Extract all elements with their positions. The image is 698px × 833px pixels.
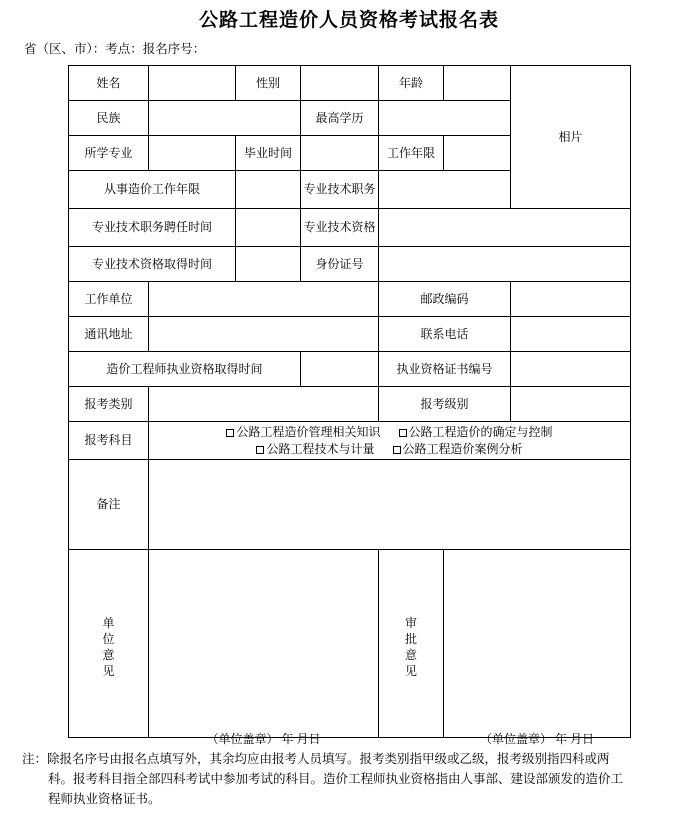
label-remarks: 备注 <box>69 460 149 550</box>
label-qualification-obtained-time: 专业技术资格取得时间 <box>69 247 236 282</box>
vchar: 审 <box>404 615 417 630</box>
table-row-engineer-qualification <box>69 352 631 387</box>
label-work-unit: 工作单位 <box>69 282 149 317</box>
table-row-exam-category <box>69 387 631 422</box>
exam-subjects-checkbox-group <box>151 424 628 458</box>
checkbox-item-subject-4[interactable] <box>393 441 523 458</box>
label-post-appointment-time: 专业技术职务聘任时间 <box>69 209 236 247</box>
field-professional-post[interactable] <box>379 171 511 209</box>
checkbox-label-subject-2: 公路工程造价的确定与控制 <box>408 424 553 439</box>
field-engineer-qual-time[interactable] <box>301 352 379 387</box>
label-contact-phone: 联系电话 <box>379 317 511 352</box>
field-major[interactable] <box>149 136 236 171</box>
approval-seal-text: （单位盖章） 年 月日 <box>479 731 594 746</box>
label-exam-subjects: 报考科目 <box>69 422 149 460</box>
field-ethnicity[interactable] <box>149 101 301 136</box>
checkbox-icon[interactable] <box>393 446 401 454</box>
field-graduation-time[interactable] <box>301 136 379 171</box>
field-work-years[interactable] <box>444 136 511 171</box>
checkbox-label-subject-3: 公路工程技术与计量 <box>266 441 375 456</box>
label-name: 姓名 <box>69 66 149 101</box>
vchar: 见 <box>404 663 417 678</box>
field-cost-work-years[interactable] <box>236 171 301 209</box>
field-exam-level[interactable] <box>511 387 631 422</box>
field-age[interactable] <box>444 66 511 101</box>
field-approval-opinion[interactable] <box>444 550 631 746</box>
field-gender[interactable] <box>301 66 379 101</box>
exam-subjects-row-1 <box>151 424 628 441</box>
field-remarks[interactable] <box>149 460 631 550</box>
table-row-qualification-time <box>69 247 631 282</box>
checkbox-icon[interactable] <box>256 446 264 454</box>
checkbox-item-subject-1[interactable] <box>226 424 380 441</box>
label-age: 年龄 <box>379 66 444 101</box>
label-graduation-time: 毕业时间 <box>236 136 301 171</box>
field-mailing-address[interactable] <box>149 317 379 352</box>
registration-form-table <box>68 65 631 746</box>
field-id-number[interactable] <box>379 247 631 282</box>
label-professional-post: 专业技术职务 <box>301 171 379 209</box>
checkbox-label-subject-4: 公路工程造价案例分析 <box>402 441 523 456</box>
registration-form-container <box>0 58 698 746</box>
label-professional-qualification: 专业技术资格 <box>301 209 379 247</box>
footnote <box>0 738 698 809</box>
checkbox-icon[interactable] <box>399 429 407 437</box>
vchar: 意 <box>404 647 417 662</box>
field-post-appointment-time[interactable] <box>236 209 301 247</box>
field-postal-code[interactable] <box>511 282 631 317</box>
label-cost-work-years: 从事造价工作年限 <box>69 171 236 209</box>
field-practice-cert-number[interactable] <box>511 352 631 387</box>
unit-seal-text: （单位盖章） 年 月日 <box>206 731 321 746</box>
field-exam-category[interactable] <box>149 387 379 422</box>
checkbox-item-subject-3[interactable] <box>256 441 374 458</box>
field-contact-phone[interactable] <box>511 317 631 352</box>
checkbox-item-subject-2[interactable] <box>399 424 553 441</box>
field-professional-qualification[interactable] <box>379 209 631 247</box>
exam-subjects-row-2 <box>151 441 628 458</box>
label-exam-category: 报考类别 <box>69 387 149 422</box>
label-engineer-qual-time: 造价工程师执业资格取得时间 <box>69 352 301 387</box>
photo-cell[interactable]: 相片 <box>511 66 631 209</box>
table-row-opinions <box>69 550 631 738</box>
checkbox-icon[interactable] <box>226 429 234 437</box>
field-name[interactable] <box>149 66 236 101</box>
table-row-post-appointment <box>69 209 631 247</box>
table-row-work-unit <box>69 282 631 317</box>
vchar: 位 <box>102 631 115 646</box>
table-row-remarks <box>69 460 631 550</box>
label-postal-code: 邮政编码 <box>379 282 511 317</box>
footnote-line-2: 科。报考科目指全部四科考试中参加考试的科目。造价工程师执业资格指由人事部、建设部颁发的造价工 <box>48 772 624 786</box>
subtitle-fields: 省（区、市）：考点：报名序号： <box>24 42 206 56</box>
label-work-years: 工作年限 <box>379 136 444 171</box>
exam-subjects-cell <box>149 422 631 460</box>
vchar: 单 <box>102 615 115 630</box>
field-highest-education[interactable] <box>379 101 511 136</box>
page-title: 公路工程造价人员资格考试报名表 <box>198 10 499 31</box>
label-major: 所学专业 <box>69 136 149 171</box>
vchar: 批 <box>404 631 417 646</box>
label-practice-cert-number: 执业资格证书编号 <box>379 352 511 387</box>
label-id-number: 身份证号 <box>301 247 379 282</box>
footnote-line-1: 注：除报名序号由报名点填写外，其余均应由报考人员填写。报考类别指甲级或乙级，报考级别指四科或两 <box>22 752 610 766</box>
field-work-unit[interactable] <box>149 282 379 317</box>
table-row-mailing-address <box>69 317 631 352</box>
vchar: 意 <box>102 647 115 662</box>
field-unit-opinion[interactable] <box>149 550 379 746</box>
label-ethnicity: 民族 <box>69 101 149 136</box>
label-gender: 性别 <box>236 66 301 101</box>
label-unit-opinion <box>69 550 149 738</box>
table-row-personal-1 <box>69 66 631 101</box>
field-qualification-obtained-time[interactable] <box>236 247 301 282</box>
label-highest-education: 最高学历 <box>301 101 379 136</box>
table-row-exam-subjects <box>69 422 631 460</box>
label-exam-level: 报考级别 <box>379 387 511 422</box>
vchar: 见 <box>102 663 115 678</box>
label-approval-opinion <box>379 550 444 738</box>
label-mailing-address: 通讯地址 <box>69 317 149 352</box>
checkbox-label-subject-1: 公路工程造价管理相关知识 <box>236 424 381 439</box>
footnote-line-3: 程师执业资格证书。 <box>48 792 161 806</box>
